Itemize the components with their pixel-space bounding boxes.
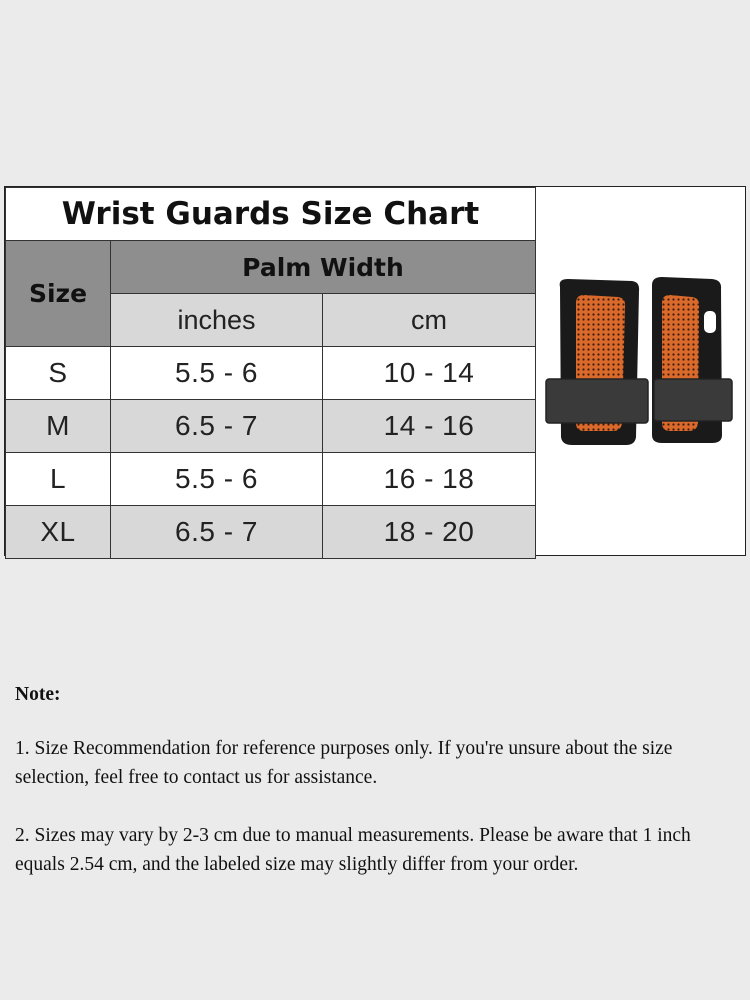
cm-cell: 14 - 16 [323, 400, 536, 453]
size-cell: XL [6, 506, 111, 559]
size-header: Size [6, 241, 111, 347]
left-wrist-guard [546, 279, 648, 445]
inches-cell: 6.5 - 7 [111, 400, 323, 453]
inches-cell: 5.5 - 6 [111, 347, 323, 400]
wrist-guards-pair-icon [536, 187, 744, 553]
size-chart [4, 186, 746, 556]
notes-title: Note: [15, 684, 61, 705]
table-row [6, 453, 536, 506]
note-item-1: 1. Size Recommendation for reference purposes only. If you're unsure about the size selection, feel free to contact us for assistance. [15, 738, 673, 788]
cm-cell: 10 - 14 [323, 347, 536, 400]
inches-cell: 6.5 - 7 [111, 506, 323, 559]
table-row [6, 347, 536, 400]
chart-title: Wrist Guards Size Chart [6, 188, 536, 241]
palm-width-header: Palm Width [111, 241, 536, 294]
size-table [5, 187, 536, 559]
table-row [6, 400, 536, 453]
notes-section [15, 680, 735, 908]
note-item-2: 2. Sizes may vary by 2-3 cm due to manual measurements. Please be aware that 1 inch equals 2.54 cm, and the labeled size may slightly differ from your order. [15, 825, 691, 875]
inches-cell: 5.5 - 6 [111, 453, 323, 506]
table-row [6, 506, 536, 559]
size-cell: M [6, 400, 111, 453]
size-cell: L [6, 453, 111, 506]
cm-cell: 18 - 20 [323, 506, 536, 559]
product-image-panel [535, 187, 745, 555]
inches-header: inches [111, 294, 323, 347]
cm-cell: 16 - 18 [323, 453, 536, 506]
cm-header: cm [323, 294, 536, 347]
size-cell: S [6, 347, 111, 400]
right-wrist-guard [652, 277, 732, 443]
